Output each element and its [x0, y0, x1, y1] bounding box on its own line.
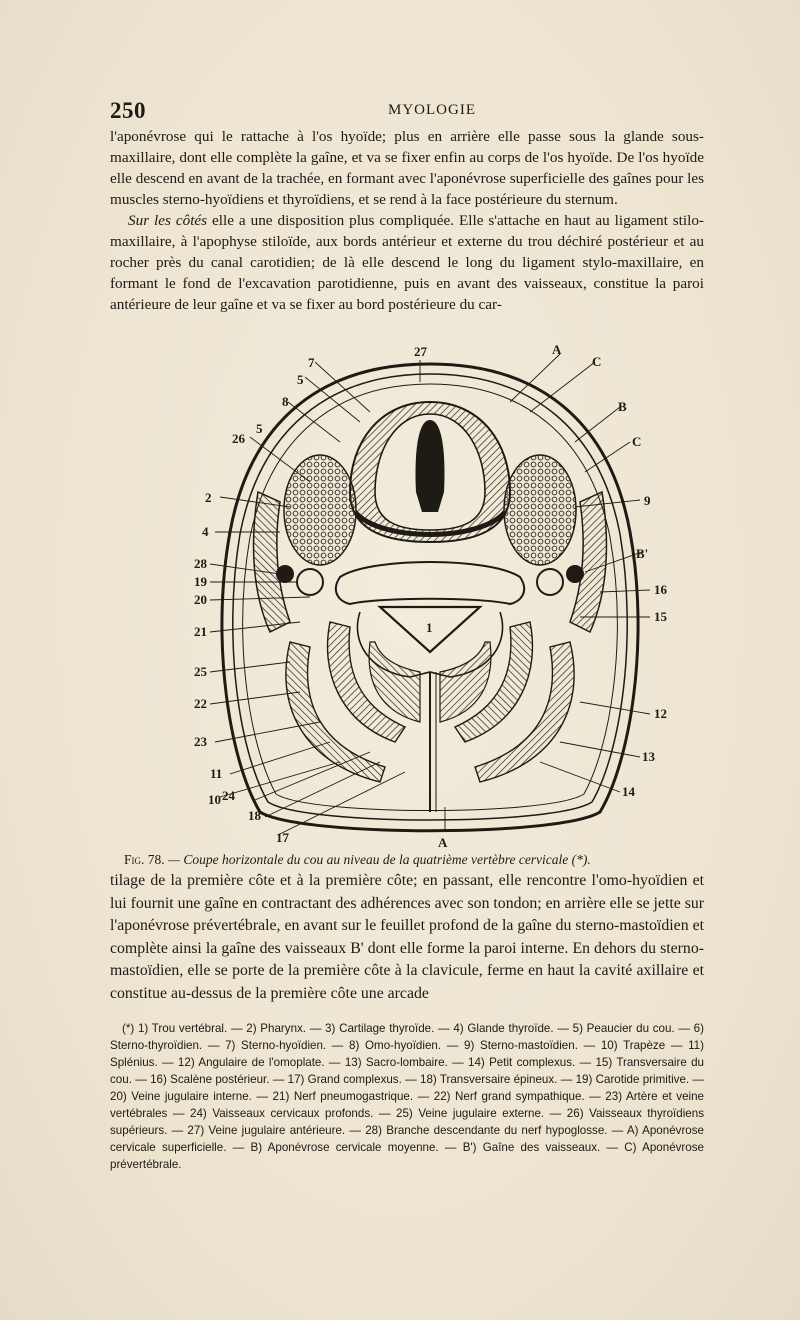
- figure-label: 1: [426, 620, 433, 635]
- figure-label: 2: [205, 490, 212, 505]
- figure-label: 23: [194, 734, 207, 749]
- figure-label: 25: [194, 664, 207, 679]
- anatomical-figure: [180, 342, 680, 852]
- figure-label: 12: [654, 706, 667, 721]
- figure-label: 10: [208, 792, 221, 807]
- paragraph-text: elle a une disposition plus compliquée. Elle s'attache en haut au ligament stilo-maxillaire, à l'apophyse stiloïde, aux bords antérieur et externe du trou déchiré postérieur et au rocher près du canal carotidien; de là elle descend le long du ligament stylo-maxillaire, en formant le fond de l'excavation parotidienne, puis en avant des vaisseaux, constitue la paroi antérieure de leur gaîne et va se fixer au bord postérieure du car-: [110, 212, 704, 313]
- running-title: MYOLOGIE: [388, 102, 476, 118]
- figure-label: 16: [654, 582, 667, 597]
- italic-phrase: Sur les côtés: [128, 212, 208, 229]
- body-text-top: [110, 126, 704, 315]
- figure-label: 13: [642, 749, 655, 764]
- figure-label: 8: [282, 394, 289, 409]
- legend-text: (*) 1) Trou vertébral. — 2) Pharynx. — 3) Cartilage thyroïde. — 4) Glande thyroïde. — 5) Peaucier du cou. — 6) Sterno-thyroïdien. — 7) Sterno-hyoïdien. — 8) Omo-hyoïdien. — 9) Sterno-mastoïdien. — 10) Trapèze — 11) Splénius. — 12) Angulaire de l'omoplate. — 13) Sacro-lombaire. — 14) Petit complexus. — 15) Transversaire du cou. — 16) Scalène postérieur. — 17) Grand complexus. — 18) Transversaire épineux. — 19) Carotide primitive. — 20) Veine jugulaire interne. — 21) Nerf pneumogastrique. — 22) Nerf grand sympathique. — 23) Artère et veine vertébrales — 24) Vaisseaux cervicaux profonds. — 25) Veine jugulaire externe. — 26) Vaisseaux thyroïdiens supérieurs. — 27) Veine jugulaire antérieure. — 28) Branche descendante du nerf hypoglosse. — A) Aponévrose cervicale superficielle. — B) Aponévrose cervicale moyenne. — B') Gaîne des vaisseaux. — C) Aponévrose prévertébrale.: [110, 1022, 704, 1171]
- figure-label: A: [438, 835, 448, 850]
- figure-caption: [124, 852, 704, 868]
- figure-label: B: [618, 399, 627, 414]
- paragraph: [110, 210, 704, 315]
- figure-label: A: [552, 342, 562, 357]
- paragraph: l'aponévrose qui le rattache à l'os hyoïde; plus en arrière elle passe sous la glande sous-maxillaire, dont elle complète la gaîne, et va se fixer enfin au corps de l'os hyoïde. De l'os hyoïde elle descend en avant de la trachée, en formant avec l'aponévrose superficielle des gaînes pour les muscles sterno-hyoïdiens et thyroïdiens, et se rend à la face postérieure du sternum.: [110, 128, 704, 208]
- figure-legend: [110, 1020, 704, 1173]
- figure-label: 7: [308, 355, 315, 370]
- caption-text: — Coupe horizontale du cou au niveau de la quatrième vertèbre cervicale (*).: [164, 852, 591, 867]
- neck-cross-section-illustration: [180, 342, 680, 852]
- figure-label: 27: [414, 344, 427, 359]
- figure-label: 18: [248, 808, 261, 823]
- figure-label: 22: [194, 696, 207, 711]
- figure-label: 17: [276, 830, 289, 845]
- figure-label: 4: [202, 524, 209, 539]
- figure-label: 26: [232, 431, 245, 446]
- figure-label: 19: [194, 574, 207, 589]
- figure-label: 15: [654, 609, 667, 624]
- figure-label: C: [632, 434, 642, 449]
- figure-label: 5: [297, 372, 304, 387]
- paragraph: tilage de la première côte et à la première côte; en passant, elle rencontre l'omo-hyoïdien et lui fournit une gaîne en contractant des adhérences avec son tondon; en arrière elle se jette sur l'aponévrose prévertébrale, en avant sur le feuillet profond de la gaîne du sterno-mastoïdien et complète ainsi la gaîne des vaisseaux B' dont elle forme la paroi interne. En dehors du sterno-mastoïdien, elle se porte de la première côte à la clavicule, ferme en haut la cavité axillaire et constitue au-dessus de la première côte une arcade: [110, 872, 704, 1002]
- figure-label: 28: [194, 556, 207, 571]
- figure-label: C: [592, 354, 602, 369]
- figure-label: 24: [222, 788, 235, 803]
- figure-label: 9: [644, 493, 651, 508]
- figure-label: B': [636, 546, 649, 561]
- figure-number: Fig. 78.: [124, 852, 165, 867]
- page-number: 250: [110, 98, 146, 123]
- figure-label: 11: [210, 766, 223, 781]
- figure-label: 21: [194, 624, 207, 639]
- body-text-bottom: [110, 870, 704, 1005]
- figure-label: 5: [256, 421, 263, 436]
- figure-label: 20: [194, 592, 207, 607]
- figure-label: 14: [622, 784, 635, 799]
- running-head: [110, 98, 710, 124]
